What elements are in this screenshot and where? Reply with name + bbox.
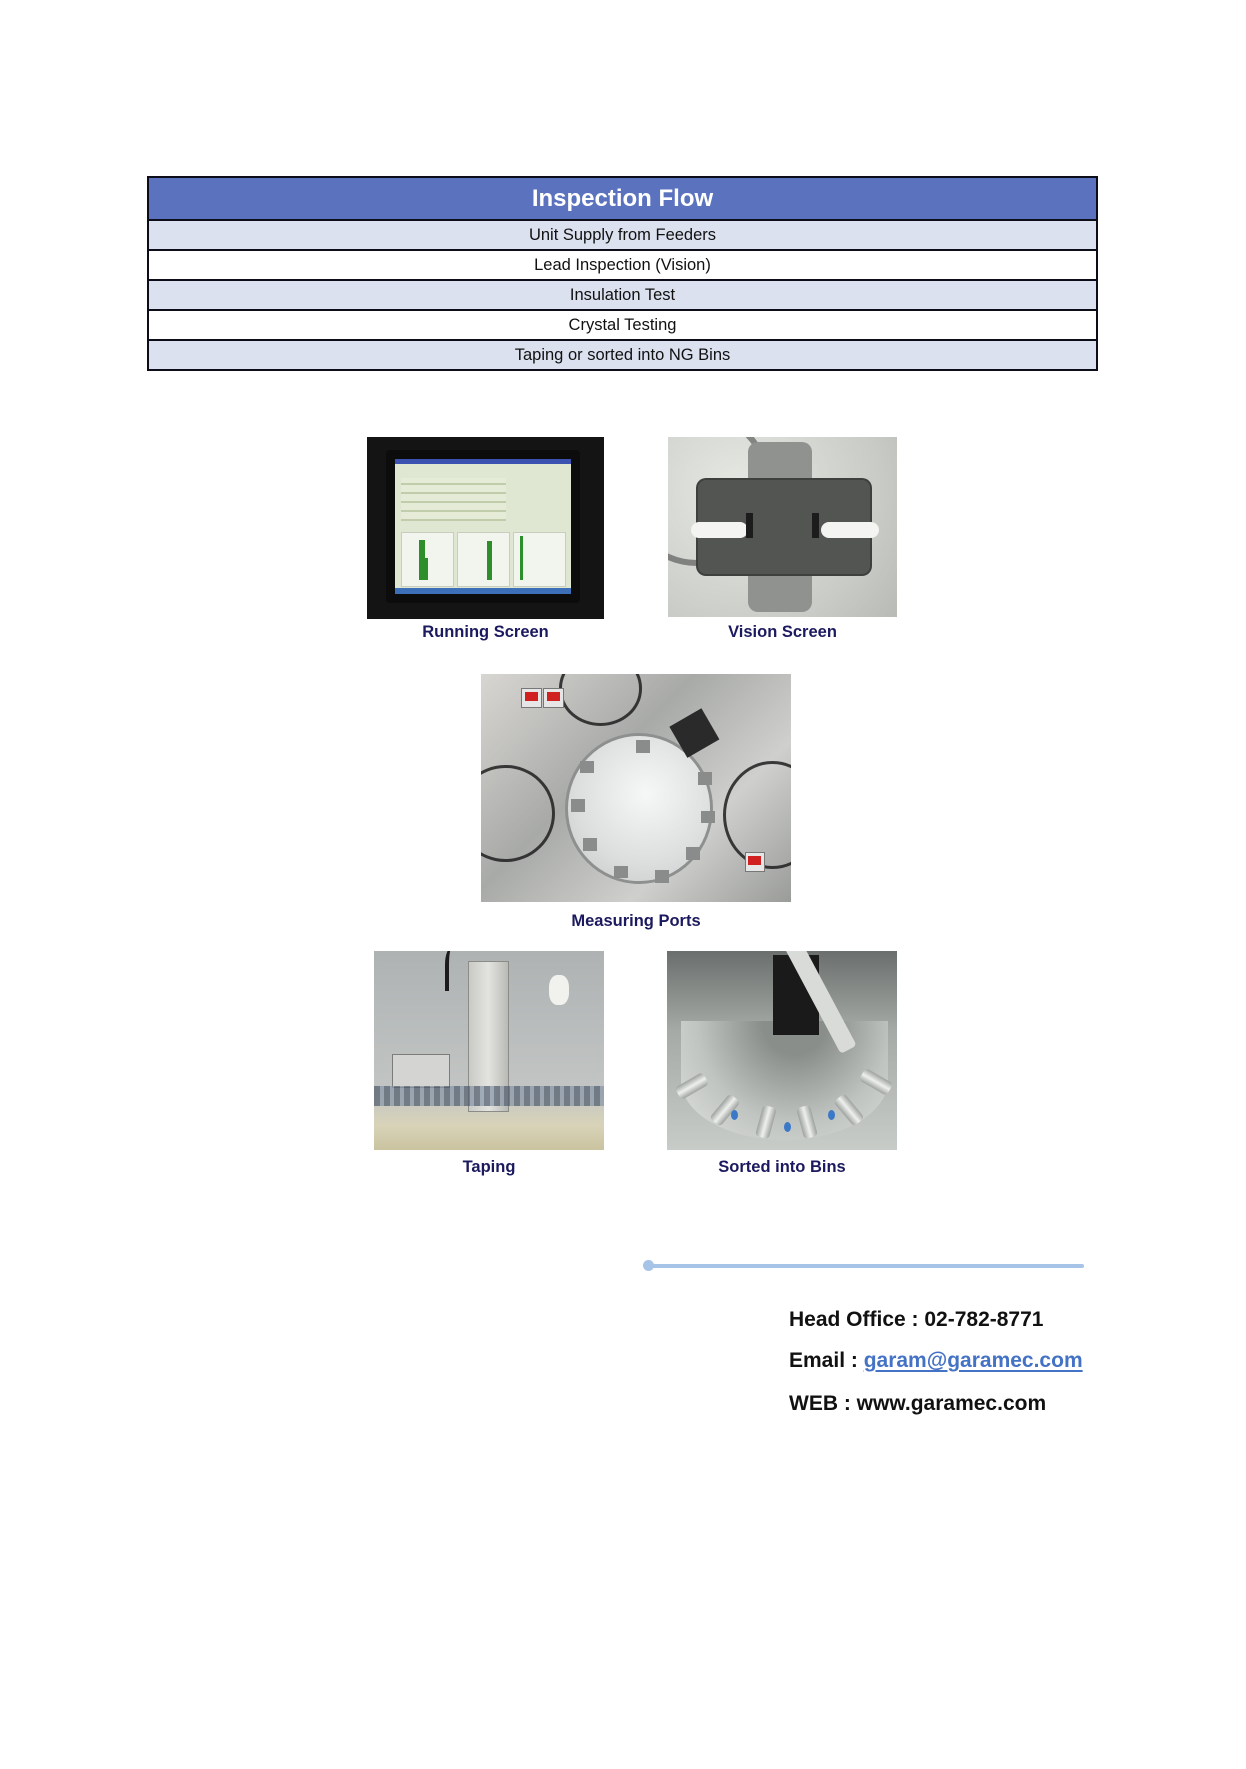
- figure-caption: Running Screen: [422, 623, 549, 641]
- histogram-peak: [487, 541, 492, 580]
- web-label: WEB :: [789, 1392, 857, 1415]
- figure-caption: Measuring Ports: [571, 912, 701, 930]
- histogram-plot: [513, 532, 566, 588]
- table-row: Taping or sorted into NG Bins: [149, 341, 1096, 369]
- vision-screen-photo: [668, 437, 897, 617]
- measuring-port: [614, 866, 628, 879]
- table-header: Inspection Flow: [149, 178, 1096, 221]
- table-row: Lead Inspection (Vision): [149, 251, 1096, 281]
- measuring-port: [636, 740, 650, 753]
- digital-meter: [543, 688, 564, 708]
- lead-notch: [812, 513, 819, 538]
- window-titlebar: [395, 459, 570, 464]
- sorted-into-bins-photo: [667, 951, 897, 1150]
- monitor-screen: [395, 459, 570, 594]
- histogram-plot: [401, 532, 454, 588]
- bin-label: [828, 1110, 835, 1120]
- figure-caption: Vision Screen: [728, 623, 837, 641]
- figure-caption: Taping: [462, 1158, 516, 1176]
- head-office-label: Head Office :: [789, 1308, 925, 1331]
- taping-photo: [374, 951, 604, 1150]
- head-office-line: [789, 1308, 1043, 1332]
- tape-roller: [549, 975, 570, 1005]
- figure-caption: Sorted into Bins: [718, 1158, 846, 1176]
- carrier-tape-rail: [374, 1086, 604, 1106]
- web-address: www.garamec.com: [856, 1392, 1047, 1415]
- measuring-port: [698, 772, 712, 785]
- measuring-port: [583, 838, 597, 851]
- table-row: Crystal Testing: [149, 311, 1096, 341]
- measuring-ports-photo: [481, 674, 791, 902]
- running-screen-photo: [367, 437, 604, 619]
- histogram-peak: [520, 536, 523, 580]
- web-line: [789, 1392, 1046, 1416]
- measuring-port: [571, 799, 585, 812]
- lead-notch: [746, 513, 753, 538]
- measuring-port: [655, 870, 669, 883]
- histogram-peak: [425, 558, 428, 580]
- component-lead-right: [821, 522, 878, 538]
- divider-line: [648, 1264, 1084, 1268]
- component-lead-left: [691, 522, 748, 538]
- measuring-port: [686, 847, 700, 860]
- cable: [445, 951, 463, 991]
- histogram-plot: [457, 532, 510, 588]
- taskbar: [395, 588, 570, 593]
- digital-meter: [521, 688, 542, 708]
- digital-meter: [745, 852, 766, 872]
- measuring-port: [701, 811, 715, 824]
- inspection-flow-table: [147, 176, 1098, 371]
- head-office-phone: 02-782-8771: [924, 1308, 1044, 1331]
- table-row: Insulation Test: [149, 281, 1096, 311]
- email-line: [789, 1349, 1083, 1373]
- clamp: [392, 1054, 449, 1088]
- data-grid: [401, 478, 506, 521]
- email-link[interactable]: garam@garamec.com: [863, 1349, 1083, 1372]
- measuring-port: [580, 761, 594, 774]
- email-label: Email :: [789, 1349, 864, 1372]
- table-row: Unit Supply from Feeders: [149, 221, 1096, 251]
